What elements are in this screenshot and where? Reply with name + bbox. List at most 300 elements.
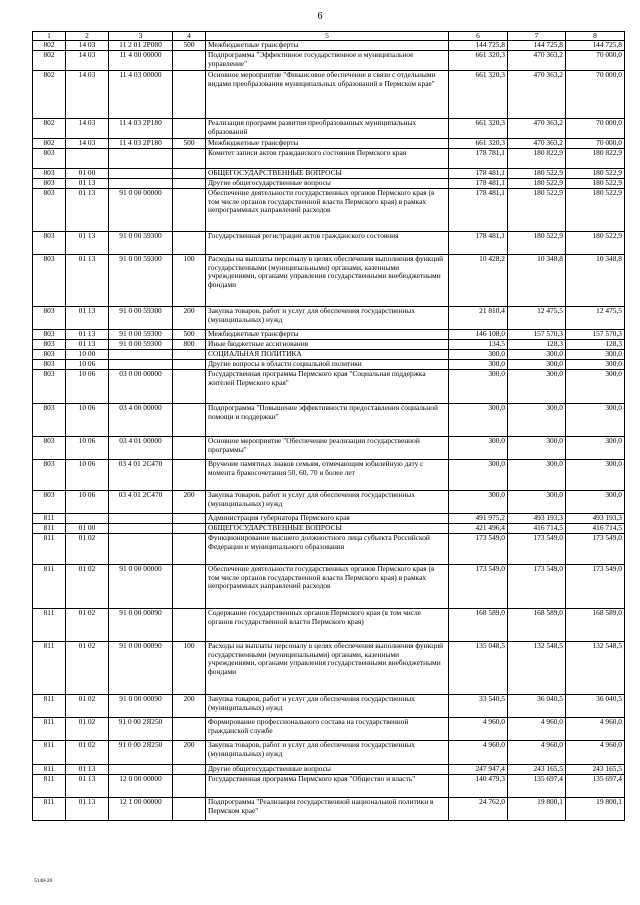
description-cell: Обеспечение деятельности государственных органов Пермского края (в том числе органов государственной власти Пермского края) в рамках непрограммных направлений расходов <box>206 565 449 609</box>
section-code-cell <box>66 514 109 524</box>
section-code-cell: 10 06 <box>66 404 109 437</box>
amount-year2-cell: 168 589,0 <box>508 609 566 642</box>
expense-type-cell <box>173 798 206 821</box>
expense-type-cell <box>173 51 206 71</box>
amount-year3-cell: 180 822,9 <box>566 149 625 169</box>
expense-type-cell <box>173 460 206 491</box>
target-article-cell: 11 2 01 2P080 <box>109 41 173 51</box>
amount-year3-cell: 493 193,3 <box>566 514 625 524</box>
table-row <box>33 330 625 340</box>
section-code-cell <box>66 149 109 169</box>
target-article-cell: 91 0 00 59300 <box>109 307 173 330</box>
section-code-cell: 14 03 <box>66 119 109 139</box>
amount-year3-cell: 70 000,0 <box>566 119 625 139</box>
description-cell: Межбюджетные трансферты <box>206 330 449 340</box>
admin-code-cell: 811 <box>33 741 66 765</box>
target-article-cell <box>109 350 173 360</box>
admin-code-cell: 811 <box>33 718 66 741</box>
table-row <box>33 139 625 149</box>
table-row <box>33 169 625 179</box>
section-code-cell: 01 02 <box>66 609 109 642</box>
amount-year3-cell: 300,0 <box>566 437 625 460</box>
admin-code-cell: 803 <box>33 404 66 437</box>
amount-year3-cell: 168 589,0 <box>566 609 625 642</box>
table-row <box>33 71 625 119</box>
description-cell: Подпрограмма "Реализация государственной национальной политики в Пермском крае" <box>206 798 449 821</box>
table-row <box>33 775 625 798</box>
amount-year3-cell: 70 000,0 <box>566 139 625 149</box>
section-code-cell: 01 13 <box>66 340 109 350</box>
amount-year1-cell: 135 048,5 <box>449 642 508 695</box>
amount-year3-cell: 135 697,4 <box>566 775 625 798</box>
expense-type-cell <box>173 775 206 798</box>
column-header: 3 <box>109 32 173 41</box>
table-row <box>33 370 625 404</box>
amount-year3-cell: 300,0 <box>566 360 625 370</box>
amount-year2-cell: 180 822,9 <box>508 149 566 169</box>
target-article-cell: 91 0 00 00090 <box>109 695 173 718</box>
amount-year3-cell: 300,0 <box>566 491 625 514</box>
expense-type-cell: 500 <box>173 139 206 149</box>
admin-code-cell: 811 <box>33 609 66 642</box>
section-code-cell: 01 02 <box>66 695 109 718</box>
section-code-cell: 01 13 <box>66 765 109 775</box>
section-code-cell: 10 06 <box>66 370 109 404</box>
description-cell: Государственная программа Пермского края "Социальная поддержка жителей Пермского края" <box>206 370 449 404</box>
admin-code-cell: 803 <box>33 232 66 255</box>
amount-year1-cell: 300,0 <box>449 404 508 437</box>
section-code-cell: 01 02 <box>66 642 109 695</box>
amount-year1-cell: 10 428,2 <box>449 255 508 307</box>
amount-year2-cell: 132 548,5 <box>508 642 566 695</box>
admin-code-cell: 802 <box>33 71 66 119</box>
amount-year2-cell: 12 475,5 <box>508 307 566 330</box>
expense-type-cell <box>173 534 206 565</box>
target-article-cell: 03 0 00 00000 <box>109 370 173 404</box>
amount-year3-cell: 300,0 <box>566 370 625 404</box>
admin-code-cell: 811 <box>33 534 66 565</box>
page-number: 6 <box>317 11 323 22</box>
column-header: 7 <box>508 32 566 41</box>
admin-code-cell: 802 <box>33 51 66 71</box>
table-header-row <box>33 32 625 41</box>
admin-code-cell: 811 <box>33 695 66 718</box>
amount-year2-cell: 416 714,5 <box>508 524 566 534</box>
column-header: 8 <box>566 32 625 41</box>
amount-year3-cell: 173 549,0 <box>566 534 625 565</box>
section-code-cell: 01 13 <box>66 179 109 189</box>
description-cell: Другие вопросы в области социальной политики <box>206 360 449 370</box>
amount-year1-cell: 4 960,0 <box>449 718 508 741</box>
amount-year3-cell: 144 725,8 <box>566 41 625 51</box>
table-body <box>33 32 625 821</box>
amount-year3-cell: 180 522,9 <box>566 169 625 179</box>
amount-year2-cell: 157 570,3 <box>508 330 566 340</box>
section-code-cell: 01 13 <box>66 307 109 330</box>
section-code-cell: 14 03 <box>66 41 109 51</box>
table-row <box>33 491 625 514</box>
expense-type-cell <box>173 189 206 232</box>
amount-year1-cell: 134,5 <box>449 340 508 350</box>
amount-year3-cell: 10 348,8 <box>566 255 625 307</box>
admin-code-cell: 803 <box>33 460 66 491</box>
description-cell: Государственная регистрация актов гражданского состояния <box>206 232 449 255</box>
description-cell: Закупка товаров, работ и услуг для обеспечения государственных (муниципальных) нужд <box>206 695 449 718</box>
expense-type-cell <box>173 514 206 524</box>
amount-year3-cell: 180 522,9 <box>566 232 625 255</box>
description-cell: Другие общегосударственные вопросы <box>206 765 449 775</box>
amount-year2-cell: 300,0 <box>508 370 566 404</box>
target-article-cell: 91 0 00 00000 <box>109 189 173 232</box>
section-code-cell: 01 13 <box>66 330 109 340</box>
description-cell: Закупка товаров, работ и услуг для обеспечения государственных (муниципальных) нужд <box>206 741 449 765</box>
target-article-cell: 12 0 00 00000 <box>109 775 173 798</box>
description-cell: Основное мероприятие "Финансовое обеспечение в связи с отдельными видами преобразования муниципальных образований в Пермском крае" <box>206 71 449 119</box>
amount-year2-cell: 128,3 <box>508 340 566 350</box>
description-cell: Реализация программ развития преобразованных муниципальных образований <box>206 119 449 139</box>
amount-year2-cell: 300,0 <box>508 437 566 460</box>
amount-year2-cell: 470 363,2 <box>508 71 566 119</box>
column-header: 4 <box>173 32 206 41</box>
amount-year2-cell: 36 040,5 <box>508 695 566 718</box>
target-article-cell <box>109 524 173 534</box>
description-cell: СОЦИАЛЬНАЯ ПОЛИТИКА <box>206 350 449 360</box>
description-cell: Администрация губернатора Пермского края <box>206 514 449 524</box>
description-cell: Вручение памятных знаков семьям, отмечающим юбилейную дату с момента бракосочетания 50, 60, 70 и более лет <box>206 460 449 491</box>
table-row <box>33 149 625 169</box>
amount-year1-cell: 178 481,1 <box>449 232 508 255</box>
column-header: 6 <box>449 32 508 41</box>
amount-year2-cell: 180 522,9 <box>508 189 566 232</box>
amount-year3-cell: 180 522,9 <box>566 179 625 189</box>
table-row <box>33 404 625 437</box>
table-row <box>33 437 625 460</box>
table-row <box>33 609 625 642</box>
section-code-cell: 01 00 <box>66 524 109 534</box>
expense-type-cell: 100 <box>173 642 206 695</box>
description-cell: ОБЩЕГОСУДАРСТВЕННЫЕ ВОПРОСЫ <box>206 524 449 534</box>
description-cell: Закупка товаров, работ и услуг для обеспечения государственных (муниципальных) нужд <box>206 491 449 514</box>
target-article-cell: 12 1 00 00000 <box>109 798 173 821</box>
description-cell: Подпрограмма "Эффективное государственное и муниципальное управление" <box>206 51 449 71</box>
amount-year3-cell: 416 714,5 <box>566 524 625 534</box>
section-code-cell: 01 02 <box>66 718 109 741</box>
amount-year2-cell: 4 960,0 <box>508 718 566 741</box>
target-article-cell: 91 0 00 00090 <box>109 609 173 642</box>
table-row <box>33 232 625 255</box>
amount-year2-cell: 173 549,0 <box>508 565 566 609</box>
amount-year1-cell: 173 549,0 <box>449 534 508 565</box>
expense-type-cell: 500 <box>173 330 206 340</box>
table-row <box>33 514 625 524</box>
target-article-cell <box>109 360 173 370</box>
amount-year3-cell: 12 475,5 <box>566 307 625 330</box>
target-article-cell <box>109 179 173 189</box>
amount-year2-cell: 470 363,2 <box>508 139 566 149</box>
admin-code-cell: 803 <box>33 437 66 460</box>
section-code-cell: 10 06 <box>66 437 109 460</box>
target-article-cell: 03 4 01 2C470 <box>109 491 173 514</box>
description-cell: Содержание государственных органов Пермского края (в том числе органов государственной власти Пермского края) <box>206 609 449 642</box>
amount-year1-cell: 178 481,1 <box>449 189 508 232</box>
description-cell: Обеспечение деятельности государственных органов Пермского края (в том числе органов государственной власти Пермского края) в рамках непрограммных направлений расходов <box>206 189 449 232</box>
amount-year3-cell: 300,0 <box>566 350 625 360</box>
section-code-cell: 01 13 <box>66 232 109 255</box>
expense-type-cell <box>173 149 206 169</box>
amount-year1-cell: 4 960,0 <box>449 741 508 765</box>
admin-code-cell: 802 <box>33 41 66 51</box>
expense-type-cell: 500 <box>173 41 206 51</box>
table-row <box>33 340 625 350</box>
admin-code-cell: 803 <box>33 255 66 307</box>
table-row <box>33 695 625 718</box>
amount-year2-cell: 180 522,9 <box>508 179 566 189</box>
admin-code-cell: 811 <box>33 524 66 534</box>
section-code-cell: 01 13 <box>66 189 109 232</box>
section-code-cell: 14 03 <box>66 71 109 119</box>
amount-year1-cell: 178 481,1 <box>449 179 508 189</box>
table-row <box>33 189 625 232</box>
amount-year1-cell: 247 947,4 <box>449 765 508 775</box>
amount-year1-cell: 173 549,0 <box>449 565 508 609</box>
table-row <box>33 718 625 741</box>
admin-code-cell: 803 <box>33 330 66 340</box>
column-header: 5 <box>206 32 449 41</box>
expense-type-cell: 200 <box>173 307 206 330</box>
amount-year3-cell: 19 800,1 <box>566 798 625 821</box>
amount-year1-cell: 21 810,4 <box>449 307 508 330</box>
description-cell: Расходы на выплаты персоналу в целях обеспечения выполнения функций государственными (муниципальными) органами, казенными учреждениями, органами управления государственными внебюджетными фондами <box>206 255 449 307</box>
admin-code-cell: 803 <box>33 350 66 360</box>
description-cell: Государственная программа Пермского края "Общество и власть" <box>206 775 449 798</box>
amount-year1-cell: 33 540,5 <box>449 695 508 718</box>
amount-year2-cell: 470 363,2 <box>508 119 566 139</box>
description-cell: Межбюджетные трансферты <box>206 41 449 51</box>
expense-type-cell: 200 <box>173 741 206 765</box>
amount-year1-cell: 661 320,3 <box>449 51 508 71</box>
target-article-cell: 03 4 01 00000 <box>109 437 173 460</box>
admin-code-cell: 803 <box>33 340 66 350</box>
table-row <box>33 307 625 330</box>
amount-year3-cell: 70 000,0 <box>566 51 625 71</box>
target-article-cell: 11 4 03 00000 <box>109 71 173 119</box>
amount-year3-cell: 157 570,3 <box>566 330 625 340</box>
table-row <box>33 798 625 821</box>
amount-year2-cell: 144 725,8 <box>508 41 566 51</box>
section-code-cell: 01 02 <box>66 565 109 609</box>
admin-code-cell: 803 <box>33 179 66 189</box>
amount-year1-cell: 146 108,0 <box>449 330 508 340</box>
amount-year2-cell: 243 165,5 <box>508 765 566 775</box>
description-cell: Закупка товаров, работ и услуг для обеспечения государственных (муниципальных) нужд <box>206 307 449 330</box>
amount-year1-cell: 300,0 <box>449 437 508 460</box>
expense-type-cell <box>173 360 206 370</box>
amount-year1-cell: 300,0 <box>449 360 508 370</box>
amount-year2-cell: 300,0 <box>508 404 566 437</box>
admin-code-cell: 803 <box>33 307 66 330</box>
target-article-cell: 91 0 00 59300 <box>109 340 173 350</box>
amount-year2-cell: 19 800,1 <box>508 798 566 821</box>
expense-type-cell <box>173 437 206 460</box>
admin-code-cell: 803 <box>33 360 66 370</box>
document-code: 5148-20 <box>34 878 53 884</box>
column-header: 2 <box>66 32 109 41</box>
expense-type-cell: 800 <box>173 340 206 350</box>
admin-code-cell: 803 <box>33 169 66 179</box>
expense-type-cell <box>173 718 206 741</box>
admin-code-cell: 811 <box>33 765 66 775</box>
section-code-cell: 14 03 <box>66 139 109 149</box>
amount-year1-cell: 24 762,0 <box>449 798 508 821</box>
target-article-cell: 91 0 00 00090 <box>109 642 173 695</box>
section-code-cell: 10 06 <box>66 360 109 370</box>
table-row <box>33 565 625 609</box>
amount-year2-cell: 10 348,8 <box>508 255 566 307</box>
table-row <box>33 51 625 71</box>
section-code-cell: 10 06 <box>66 491 109 514</box>
target-article-cell <box>109 514 173 524</box>
table-row <box>33 41 625 51</box>
expense-type-cell <box>173 232 206 255</box>
target-article-cell: 91 0 00 59300 <box>109 232 173 255</box>
amount-year1-cell: 300,0 <box>449 491 508 514</box>
target-article-cell: 91 0 00 2Я250 <box>109 741 173 765</box>
amount-year1-cell: 661 320,3 <box>449 71 508 119</box>
table-row <box>33 642 625 695</box>
target-article-cell: 11 4 03 2P180 <box>109 139 173 149</box>
table-row <box>33 119 625 139</box>
expense-type-cell: 200 <box>173 491 206 514</box>
admin-code-cell: 811 <box>33 514 66 524</box>
expense-type-cell <box>173 119 206 139</box>
expense-type-cell <box>173 524 206 534</box>
amount-year1-cell: 144 725,8 <box>449 41 508 51</box>
description-cell: Расходы на выплаты персоналу в целях обеспечения выполнения функций государственными (муниципальными) органами, казенными учреждениями, органами управления государственными внебюджетными фондами <box>206 642 449 695</box>
target-article-cell: 11 4 00 00000 <box>109 51 173 71</box>
amount-year3-cell: 180 522,9 <box>566 189 625 232</box>
admin-code-cell: 803 <box>33 149 66 169</box>
amount-year2-cell: 135 697,4 <box>508 775 566 798</box>
section-code-cell: 01 02 <box>66 741 109 765</box>
amount-year3-cell: 4 960,0 <box>566 718 625 741</box>
amount-year1-cell: 661 320,3 <box>449 119 508 139</box>
target-article-cell: 03 4 00 00000 <box>109 404 173 437</box>
description-cell: Иные бюджетные ассигнования <box>206 340 449 350</box>
amount-year2-cell: 470 363,2 <box>508 51 566 71</box>
amount-year2-cell: 493 193,3 <box>508 514 566 524</box>
target-article-cell <box>109 149 173 169</box>
target-article-cell: 03 4 01 2C470 <box>109 460 173 491</box>
table-row <box>33 534 625 565</box>
expense-type-cell <box>173 71 206 119</box>
expense-type-cell: 200 <box>173 695 206 718</box>
admin-code-cell: 803 <box>33 370 66 404</box>
table-row <box>33 255 625 307</box>
amount-year3-cell: 243 165,5 <box>566 765 625 775</box>
target-article-cell <box>109 169 173 179</box>
section-code-cell: 01 13 <box>66 255 109 307</box>
admin-code-cell: 803 <box>33 189 66 232</box>
amount-year1-cell: 140 479,3 <box>449 775 508 798</box>
expense-type-cell <box>173 404 206 437</box>
amount-year1-cell: 661 320,3 <box>449 139 508 149</box>
section-code-cell: 01 13 <box>66 798 109 821</box>
expense-type-cell <box>173 169 206 179</box>
amount-year3-cell: 300,0 <box>566 404 625 437</box>
column-header: 1 <box>33 32 66 41</box>
amount-year2-cell: 300,0 <box>508 350 566 360</box>
amount-year1-cell: 421 496,4 <box>449 524 508 534</box>
admin-code-cell: 802 <box>33 139 66 149</box>
table-row <box>33 765 625 775</box>
amount-year1-cell: 300,0 <box>449 370 508 404</box>
amount-year2-cell: 300,0 <box>508 360 566 370</box>
expense-type-cell <box>173 765 206 775</box>
table-row <box>33 350 625 360</box>
amount-year3-cell: 70 000,0 <box>566 71 625 119</box>
expense-type-cell <box>173 565 206 609</box>
target-article-cell <box>109 534 173 565</box>
section-code-cell: 01 00 <box>66 169 109 179</box>
target-article-cell: 91 0 00 59300 <box>109 330 173 340</box>
table-row <box>33 524 625 534</box>
target-article-cell <box>109 765 173 775</box>
table-row <box>33 360 625 370</box>
target-article-cell: 11 4 03 2P180 <box>109 119 173 139</box>
description-cell: Межбюджетные трансферты <box>206 139 449 149</box>
target-article-cell: 91 0 00 00000 <box>109 565 173 609</box>
target-article-cell: 91 0 00 59300 <box>109 255 173 307</box>
description-cell: Другие общегосударственные вопросы <box>206 179 449 189</box>
section-code-cell: 01 13 <box>66 775 109 798</box>
description-cell: Комитет записи актов гражданского состояния Пермского края <box>206 149 449 169</box>
table-row <box>33 741 625 765</box>
budget-table <box>32 31 625 821</box>
description-cell: Подпрограмма "Повышение эффективности предоставления социальной помощи и поддержки" <box>206 404 449 437</box>
amount-year1-cell: 168 589,0 <box>449 609 508 642</box>
target-article-cell: 91 0 00 2Я250 <box>109 718 173 741</box>
amount-year2-cell: 180 522,9 <box>508 232 566 255</box>
section-code-cell: 14 03 <box>66 51 109 71</box>
expense-type-cell <box>173 370 206 404</box>
admin-code-cell: 811 <box>33 798 66 821</box>
admin-code-cell: 803 <box>33 491 66 514</box>
table-row <box>33 460 625 491</box>
table-row <box>33 179 625 189</box>
expense-type-cell <box>173 609 206 642</box>
amount-year3-cell: 132 548,5 <box>566 642 625 695</box>
amount-year2-cell: 180 522,9 <box>508 169 566 179</box>
amount-year1-cell: 300,0 <box>449 460 508 491</box>
amount-year1-cell: 491 975,2 <box>449 514 508 524</box>
description-cell: Формирование профессионального состава на государственной гражданской службе <box>206 718 449 741</box>
expense-type-cell <box>173 179 206 189</box>
admin-code-cell: 811 <box>33 775 66 798</box>
description-cell: ОБЩЕГОСУДАРСТВЕННЫЕ ВОПРОСЫ <box>206 169 449 179</box>
section-code-cell: 10 00 <box>66 350 109 360</box>
description-cell: Основное мероприятие "Обеспечение реализации государственной программы" <box>206 437 449 460</box>
amount-year3-cell: 300,0 <box>566 460 625 491</box>
amount-year2-cell: 300,0 <box>508 460 566 491</box>
amount-year3-cell: 4 960,0 <box>566 741 625 765</box>
amount-year2-cell: 173 549,0 <box>508 534 566 565</box>
amount-year3-cell: 128,3 <box>566 340 625 350</box>
expense-type-cell <box>173 350 206 360</box>
amount-year1-cell: 178 481,1 <box>449 169 508 179</box>
admin-code-cell: 802 <box>33 119 66 139</box>
amount-year2-cell: 300,0 <box>508 491 566 514</box>
amount-year1-cell: 178 781,1 <box>449 149 508 169</box>
